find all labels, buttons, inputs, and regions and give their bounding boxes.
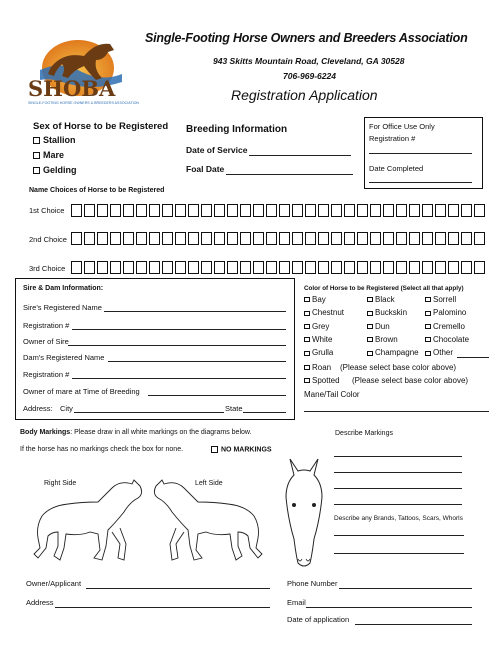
letter-box[interactable] <box>188 204 199 217</box>
letter-box[interactable] <box>240 204 251 217</box>
letter-box[interactable] <box>201 204 212 217</box>
letter-box[interactable] <box>279 261 290 274</box>
markings-instruction-text: : Please draw in all white markings on the diagrams below. <box>70 429 252 436</box>
cremello-checkbox[interactable] <box>425 324 431 329</box>
letter-box[interactable] <box>136 261 147 274</box>
markings-heading: Body Markings <box>20 429 71 436</box>
letter-box[interactable] <box>370 261 381 274</box>
describe-markings-label: Describe Markings <box>335 430 393 437</box>
color-option-chocolate[interactable] <box>425 335 469 344</box>
foal-date-label: Foal Date <box>186 164 225 174</box>
logo-subtext: SINGLE-FOOTING HORSE OWNERS & BREEDERS ASSOCIATION <box>28 101 139 105</box>
sire-owner-label: Owner of Sire <box>23 337 69 346</box>
letter-box[interactable] <box>149 261 160 274</box>
color-option-sorrell[interactable] <box>425 295 456 304</box>
brands-line-2[interactable] <box>334 553 464 554</box>
horse-left-side-diagram[interactable] <box>148 472 268 568</box>
letter-box[interactable] <box>318 261 329 274</box>
letter-box[interactable] <box>305 204 316 217</box>
choice-3-boxes[interactable] <box>71 261 487 275</box>
letter-box[interactable] <box>175 232 186 245</box>
letter-box[interactable] <box>71 232 82 245</box>
dun-label: Dun <box>375 321 390 331</box>
color-option-grulla[interactable] <box>304 348 333 357</box>
letter-box[interactable] <box>214 261 225 274</box>
email-label: Email <box>287 598 306 607</box>
no-markings-checkbox[interactable] <box>211 446 218 453</box>
letter-box[interactable] <box>474 261 485 274</box>
black-checkbox[interactable] <box>367 297 373 302</box>
letter-box[interactable] <box>422 232 433 245</box>
letter-box[interactable] <box>188 232 199 245</box>
grey-checkbox[interactable] <box>304 324 310 329</box>
letter-box[interactable] <box>383 232 394 245</box>
letter-box[interactable] <box>227 204 238 217</box>
letter-box[interactable] <box>292 232 303 245</box>
letter-box[interactable] <box>149 232 160 245</box>
brands-label: Describe any Brands, Tattoos, Scars, Whorls <box>334 515 463 522</box>
palomino-checkbox[interactable] <box>425 311 431 316</box>
letter-box[interactable] <box>448 204 459 217</box>
color-option-black[interactable] <box>367 295 395 304</box>
dam-name-label: Dam's Registered Name <box>23 353 105 362</box>
other-checkbox[interactable] <box>425 351 431 356</box>
champagne-checkbox[interactable] <box>367 351 373 356</box>
footer-address-field[interactable] <box>55 607 270 608</box>
letter-box[interactable] <box>448 261 459 274</box>
chestnut-checkbox[interactable] <box>304 311 310 316</box>
letter-box[interactable] <box>383 261 394 274</box>
letter-box[interactable] <box>461 261 472 274</box>
city-field[interactable] <box>74 412 224 413</box>
letter-box[interactable] <box>305 232 316 245</box>
letter-box[interactable] <box>435 232 446 245</box>
champagne-label: Champagne <box>375 348 419 358</box>
letter-box[interactable] <box>409 204 420 217</box>
mare-label: Mare <box>43 150 65 160</box>
letter-box[interactable] <box>110 204 121 217</box>
footer-address-label: Address <box>26 598 54 607</box>
letter-box[interactable] <box>214 204 225 217</box>
letter-box[interactable] <box>474 232 485 245</box>
office-completed-field[interactable] <box>369 182 472 183</box>
letter-box[interactable] <box>162 232 173 245</box>
color-option-white[interactable] <box>304 335 332 344</box>
no-markings-option[interactable] <box>211 446 272 453</box>
letter-box[interactable] <box>240 261 251 274</box>
letter-box[interactable] <box>201 232 212 245</box>
roan-label: Roan <box>312 363 332 372</box>
letter-box[interactable] <box>162 204 173 217</box>
grulla-label: Grulla <box>312 348 334 358</box>
date-of-application-label: Date of application <box>287 615 350 624</box>
sire-dam-box <box>15 278 295 420</box>
letter-box[interactable] <box>97 232 108 245</box>
letter-box[interactable] <box>305 261 316 274</box>
letter-box[interactable] <box>110 261 121 274</box>
gelding-label: Gelding <box>43 165 77 175</box>
email-field[interactable] <box>306 607 472 608</box>
letter-box[interactable] <box>266 261 277 274</box>
letter-box[interactable] <box>474 204 485 217</box>
cremello-label: Cremello <box>433 321 466 331</box>
brown-checkbox[interactable] <box>367 337 373 342</box>
letter-box[interactable] <box>422 261 433 274</box>
state-label: State <box>225 404 243 413</box>
logo <box>22 30 140 108</box>
sire-name-field[interactable] <box>104 311 286 312</box>
black-label: Black <box>375 295 395 304</box>
letter-box[interactable] <box>344 261 355 274</box>
describe-line-3[interactable] <box>334 488 462 489</box>
letter-box[interactable] <box>344 204 355 217</box>
letter-box[interactable] <box>383 204 394 217</box>
phone-number-field[interactable] <box>339 588 472 589</box>
org-address: 943 Skitts Mountain Road, Cleveland, GA 30528 <box>213 56 405 66</box>
sorrell-checkbox[interactable] <box>425 297 431 302</box>
color-option-roan[interactable] <box>304 363 331 372</box>
letter-box[interactable] <box>344 232 355 245</box>
color-option-grey[interactable] <box>304 322 329 331</box>
color-option-buckskin[interactable] <box>367 308 407 317</box>
color-option-spotted[interactable] <box>304 376 340 385</box>
other-label: Other <box>433 348 454 358</box>
sex-heading: Sex of Horse to be Registered <box>33 121 169 132</box>
letter-box[interactable] <box>318 232 329 245</box>
mane-tail-field[interactable] <box>304 411 489 412</box>
letter-box[interactable] <box>370 204 381 217</box>
letter-box[interactable] <box>123 204 134 217</box>
letter-box[interactable] <box>123 261 134 274</box>
office-registration-field[interactable] <box>369 153 472 154</box>
describe-line-1[interactable] <box>334 456 462 457</box>
address-label: Address: <box>23 404 53 413</box>
color-option-champagne[interactable] <box>367 348 419 357</box>
roan-checkbox[interactable] <box>304 365 310 370</box>
sex-option-gelding[interactable] <box>33 165 77 175</box>
spotted-note: (Please select base color above) <box>352 376 469 385</box>
letter-box[interactable] <box>292 204 303 217</box>
letter-box[interactable] <box>396 204 407 217</box>
mane-tail-label: Mane/Tail Color <box>304 390 360 399</box>
page-title: Registration Application <box>231 87 378 103</box>
sorrell-label: Sorrell <box>433 295 457 304</box>
letter-box[interactable] <box>84 232 95 245</box>
right-side-label: Right Side <box>44 480 77 487</box>
letter-box[interactable] <box>279 204 290 217</box>
letter-box[interactable] <box>409 261 420 274</box>
letter-box[interactable] <box>175 261 186 274</box>
mare-owner-label: Owner of mare at Time of Breeding <box>23 387 140 396</box>
letter-box[interactable] <box>84 261 95 274</box>
letter-box[interactable] <box>201 261 212 274</box>
letter-box[interactable] <box>149 204 160 217</box>
breeding-heading: Breeding Information <box>186 124 288 135</box>
sire-dam-heading: Sire & Dam Information: <box>23 285 104 292</box>
date-of-service-field[interactable] <box>249 155 351 156</box>
stallion-label: Stallion <box>43 135 76 145</box>
mare-checkbox[interactable] <box>33 152 40 159</box>
letter-box[interactable] <box>370 232 381 245</box>
horse-right-side-diagram[interactable] <box>28 472 148 568</box>
letter-box[interactable] <box>253 204 264 217</box>
letter-box[interactable] <box>110 232 121 245</box>
letter-box[interactable] <box>123 232 134 245</box>
letter-box[interactable] <box>240 232 251 245</box>
letter-box[interactable] <box>396 261 407 274</box>
letter-box[interactable] <box>253 232 264 245</box>
date-of-application-field[interactable] <box>355 624 472 625</box>
letter-box[interactable] <box>227 232 238 245</box>
letter-box[interactable] <box>331 232 342 245</box>
bay-label: Bay <box>312 295 326 304</box>
letter-box[interactable] <box>266 204 277 217</box>
left-side-label: Left Side <box>195 480 223 487</box>
choice-1-boxes[interactable] <box>71 204 487 218</box>
phone-number-label: Phone Number <box>287 579 338 588</box>
dun-checkbox[interactable] <box>367 324 373 329</box>
letter-box[interactable] <box>97 261 108 274</box>
date-of-service-label: Date of Service <box>186 145 248 155</box>
palomino-label: Palomino <box>433 308 467 318</box>
dam-registration-label: Registration # <box>23 370 70 379</box>
name-choices-heading: Name Choices of Horse to be Registered <box>29 187 165 194</box>
office-use-heading: For Office Use Only <box>369 122 435 131</box>
letter-box[interactable] <box>422 204 433 217</box>
letter-box[interactable] <box>318 204 329 217</box>
letter-box[interactable] <box>396 232 407 245</box>
letter-box[interactable] <box>331 204 342 217</box>
buckskin-checkbox[interactable] <box>367 311 373 316</box>
logo-text: SHOBA <box>28 76 116 101</box>
color-option-dun[interactable] <box>367 322 390 331</box>
markings-instruction <box>20 429 252 436</box>
color-option-other[interactable] <box>425 348 453 357</box>
letter-box[interactable] <box>97 204 108 217</box>
stallion-checkbox[interactable] <box>33 137 40 144</box>
no-markings-instruction: If the horse has no markings check the box for none. <box>20 446 184 453</box>
brown-label: Brown <box>375 334 398 344</box>
white-checkbox[interactable] <box>304 337 310 342</box>
letter-box[interactable] <box>214 232 225 245</box>
letter-box[interactable] <box>409 232 420 245</box>
letter-box[interactable] <box>266 232 277 245</box>
foal-date-field[interactable] <box>226 174 353 175</box>
choice-1-label: 1st Choice <box>29 206 65 215</box>
letter-box[interactable] <box>136 204 147 217</box>
chocolate-label: Chocolate <box>433 334 470 344</box>
gelding-checkbox[interactable] <box>33 167 40 174</box>
sire-registration-field[interactable] <box>72 329 286 330</box>
sex-option-stallion[interactable] <box>33 135 76 145</box>
mare-owner-field[interactable] <box>148 395 286 396</box>
owner-applicant-field[interactable] <box>86 588 270 589</box>
letter-box[interactable] <box>227 261 238 274</box>
letter-box[interactable] <box>448 232 459 245</box>
chocolate-checkbox[interactable] <box>425 337 431 342</box>
chestnut-label: Chestnut <box>312 308 345 318</box>
letter-box[interactable] <box>331 261 342 274</box>
color-option-cremello[interactable] <box>425 322 465 331</box>
dam-name-field[interactable] <box>108 361 286 362</box>
sire-owner-field[interactable] <box>68 345 286 346</box>
state-field[interactable] <box>243 412 286 413</box>
grulla-checkbox[interactable] <box>304 351 310 356</box>
org-phone: 706-969-6224 <box>283 71 336 81</box>
office-use-box <box>364 117 483 189</box>
letter-box[interactable] <box>435 204 446 217</box>
letter-box[interactable] <box>188 261 199 274</box>
spotted-label: Spotted <box>312 376 340 385</box>
city-label: City <box>60 404 73 413</box>
letter-box[interactable] <box>357 261 368 274</box>
dam-registration-field[interactable] <box>72 378 286 379</box>
grey-label: Grey <box>312 321 330 331</box>
owner-applicant-label: Owner/Applicant <box>26 579 82 588</box>
choice-2-label: 2nd Choice <box>29 235 67 244</box>
logo-horse-icon <box>22 30 140 108</box>
letter-box[interactable] <box>435 261 446 274</box>
spotted-checkbox[interactable] <box>304 378 310 383</box>
color-heading: Color of Horse to be Registered (Select all that apply) <box>304 285 464 292</box>
no-markings-label: NO MARKINGS <box>221 446 272 454</box>
letter-box[interactable] <box>175 204 186 217</box>
letter-box[interactable] <box>71 261 82 274</box>
brands-line-1[interactable] <box>334 535 464 536</box>
color-option-brown[interactable] <box>367 335 398 344</box>
letter-box[interactable] <box>461 232 472 245</box>
horse-face-diagram[interactable] <box>280 455 328 573</box>
letter-box[interactable] <box>357 232 368 245</box>
choice-3-label: 3rd Choice <box>29 264 66 273</box>
other-color-field[interactable] <box>457 357 489 358</box>
letter-box[interactable] <box>253 261 264 274</box>
color-option-bay[interactable] <box>304 295 326 304</box>
letter-box[interactable] <box>461 204 472 217</box>
sire-name-label: Sire's Registered Name <box>23 303 102 312</box>
describe-line-4[interactable] <box>334 504 462 505</box>
color-option-chestnut[interactable] <box>304 308 344 317</box>
roan-note: (Please select base color above) <box>340 363 457 372</box>
white-label: White <box>312 334 333 344</box>
office-completed-label: Date Completed <box>369 164 424 173</box>
buckskin-label: Buckskin <box>375 308 408 318</box>
letter-box[interactable] <box>136 232 147 245</box>
letter-box[interactable] <box>357 204 368 217</box>
letter-box[interactable] <box>162 261 173 274</box>
choice-2-boxes[interactable] <box>71 232 487 246</box>
bay-checkbox[interactable] <box>304 297 310 302</box>
sex-option-mare[interactable] <box>33 150 64 160</box>
letter-box[interactable] <box>84 204 95 217</box>
letter-box[interactable] <box>71 204 82 217</box>
sire-registration-label: Registration # <box>23 321 70 330</box>
office-registration-label: Registration # <box>369 134 416 143</box>
letter-box[interactable] <box>279 232 290 245</box>
org-name: Single-Footing Horse Owners and Breeders Association <box>145 31 468 45</box>
describe-line-2[interactable] <box>334 472 462 473</box>
color-option-palomino[interactable] <box>425 308 466 317</box>
letter-box[interactable] <box>292 261 303 274</box>
